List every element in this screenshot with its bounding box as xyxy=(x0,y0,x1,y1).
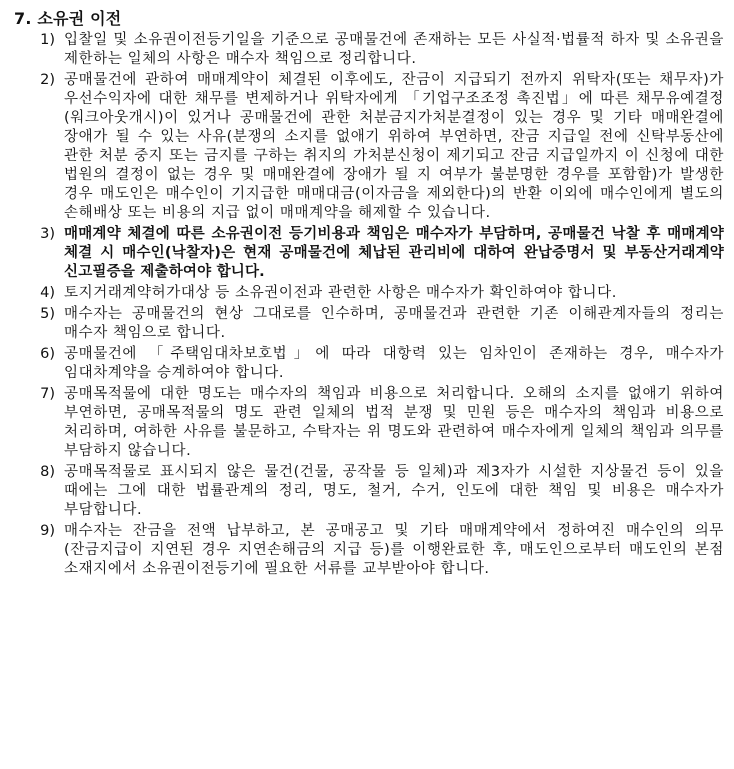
clause-text: 공매물건에 관하여 매매계약이 체결된 이후에도, 잔금이 지급되기 전까지 위탁자(또는 채무자)가 우선수익자에 대한 채무를 변제하거나 위탁자에게 「기업구조조정 촉진법」에 따른 채무유예결정(워크아웃개시)이 있거나 공매물건에 관한 처분금지가처분결정이 있는 경우 및 기타 매매완결에 장애가 될 수 있는 사유(분쟁의 소지를 없애기 위하여 부연하면, 잔금 지급일 전에 신탁부동산에 관한 처분 중지 또는 금지를 구하는 취지의 가처분신청이 제기되고 잔금 지급일까지 이 신청에 대한 법원의 결정이 없는 경우 및 매매완결에 장애가 될 지 여부가 불분명한 경우를 포함함)가 발생한 경우 매도인은 매수인이 기지급한 매매대금(이자금을 제외한다)의 반환 이외에 매수인에게 별도의 손해배상 또는 비용의 지급 없이 매매계약을 해제할 수 있습니다. xyxy=(64,72,724,221)
clause-number: 4) xyxy=(40,285,55,301)
clause-number: 2) xyxy=(40,72,55,88)
clause-item xyxy=(14,284,724,303)
clause-item xyxy=(14,345,724,383)
clause-item xyxy=(14,463,724,520)
clause-text: 매수자는 공매물건의 현상 그대로를 인수하며, 공매물건과 관련한 기존 이해관계자들의 정리는 매수자 책임으로 합니다. xyxy=(64,306,724,341)
clause-item xyxy=(14,225,724,282)
clause-item xyxy=(14,522,724,579)
clause-text: 공매물건에 「주택임대차보호법」에 따라 대항력 있는 임차인이 존재하는 경우, 매수자가 임대차계약을 승계하여야 합니다. xyxy=(64,346,724,381)
clause-number: 6) xyxy=(40,346,55,362)
clause-number: 5) xyxy=(40,306,55,322)
clause-text: 공매목적물로 표시되지 않은 물건(건물, 공작물 등 일체)과 제3자가 시설한 지상물건 등이 있을 때에는 그에 대한 법률관계의 정리, 명도, 철거, 수거, 인도에 대한 책임 및 비용은 매수자가 부담합니다. xyxy=(64,464,724,518)
clause-number: 7) xyxy=(40,386,55,402)
clause-item xyxy=(14,71,724,223)
clause-number: 3) xyxy=(40,226,55,242)
clause-text: 토지거래계약허가대상 등 소유권이전과 관련한 사항은 매수자가 확인하여야 합니다. xyxy=(64,285,617,301)
clause-number: 1) xyxy=(40,32,55,48)
section-title: 7. 소유권 이전 xyxy=(14,9,122,28)
clause-text: 공매목적물에 대한 명도는 매수자의 책임과 비용으로 처리합니다. 오해의 소지를 없애기 위하여 부연하면, 공매목적물의 명도 관련 일체의 법적 분쟁 및 민원 등은 매수자의 책임과 비용으로 처리하며, 여하한 사유를 불문하고, 수탁자는 위 명도와 관련하여 매수자에게 일체의 책임과 의무를 부담하지 않습니다. xyxy=(64,386,724,459)
clause-text: 매수자는 잔금을 전액 납부하고, 본 공매공고 및 기타 매매계약에서 정하여진 매수인의 의무(잔금지급이 지연된 경우 지연손해금의 지급 등)를 이행완료한 후, 매도인으로부터 매도인의 본점 소재지에서 소유권이전등기에 필요한 서류를 교부받아야 합니다. xyxy=(64,523,724,577)
clause-item xyxy=(14,31,724,69)
clause-text: 입찰일 및 소유권이전등기일을 기준으로 공매물건에 존재하는 모든 사실적·법률적 하자 및 소유권을 제한하는 일체의 사항은 매수자 책임으로 정리합니다. xyxy=(64,32,724,67)
clause-number: 8) xyxy=(40,464,55,480)
clause-number: 9) xyxy=(40,523,55,539)
clause-list xyxy=(14,31,724,579)
clause-text: 매매계약 체결에 따른 소유권이전 등기비용과 책임은 매수자가 부담하며, 공매물건 낙찰 후 매매계약 체결 시 매수인(낙찰자)은 현재 공매물건에 체납된 관리비에 대하여 완납증명서 및 부동산거래계약 신고필증을 제출하여야 합니다. xyxy=(64,226,724,280)
clause-item xyxy=(14,385,724,461)
clause-item xyxy=(14,305,724,343)
